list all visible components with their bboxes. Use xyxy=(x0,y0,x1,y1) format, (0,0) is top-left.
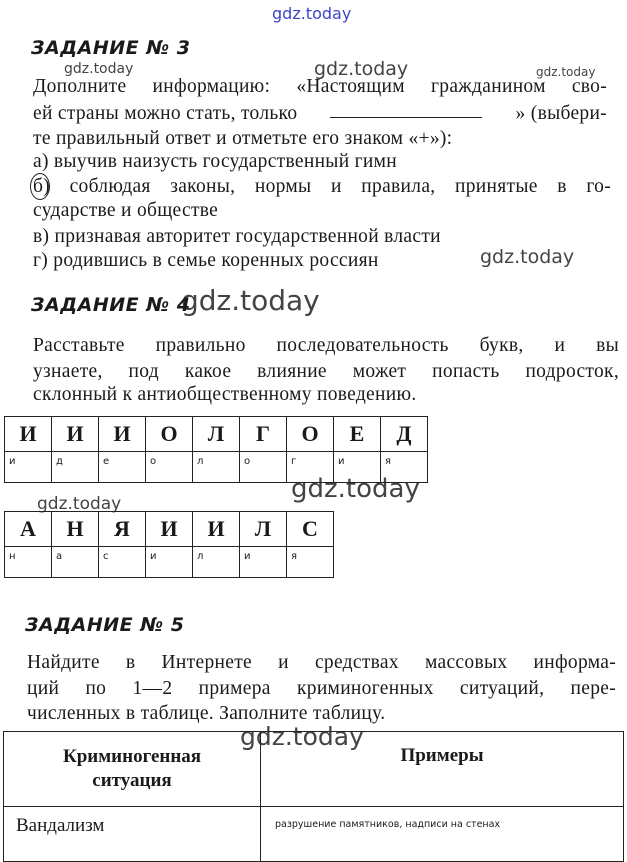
answer-cell[interactable]: и xyxy=(334,452,381,483)
watermark: gdz.today xyxy=(37,494,122,514)
example-text: разрушение памятников, надписи на стенах xyxy=(275,819,501,830)
letter-cell: Д xyxy=(381,417,428,452)
table-row xyxy=(4,807,624,862)
letter-cell: С xyxy=(287,512,334,547)
answer-cell[interactable]: л xyxy=(193,547,240,578)
column-header-examples-label: Примеры xyxy=(400,745,484,766)
situation-label: Вандализм xyxy=(16,815,105,836)
task4-text-line2: узнаете, под какое влияние может попасть подросток, xyxy=(33,361,619,382)
letter-cell: И xyxy=(5,417,52,452)
task3-intro-line1: Дополните информацию: «Настоящим гражданином сво- xyxy=(33,76,607,97)
letter-cell: И xyxy=(193,512,240,547)
task3-option-a: а) выучив наизусть государственный гимн xyxy=(33,151,398,172)
task4-text-line3: склонный к антиобщественному поведению. xyxy=(33,384,417,405)
task3-option-v: в) признавая авторитет государственной власти xyxy=(33,226,441,247)
answer-cell[interactable]: л xyxy=(193,452,240,483)
column-header-situation-line2: ситуация xyxy=(92,770,172,791)
letter-cell: Е xyxy=(334,417,381,452)
column-header-situation-line1: Криминогенная xyxy=(62,746,202,767)
situation-cell xyxy=(4,807,261,862)
task5-heading: ЗАДАНИЕ № 5 xyxy=(25,614,185,636)
letter-cell: Л xyxy=(193,417,240,452)
watermark: gdz.today xyxy=(314,58,409,80)
answer-cell[interactable]: н xyxy=(5,547,52,578)
task3-option-g: г) родившись в семье коренных россиян xyxy=(33,250,379,271)
watermark: gdz.today xyxy=(291,474,420,504)
letter-cell: Г xyxy=(240,417,287,452)
answer-blank[interactable] xyxy=(330,103,482,118)
watermark: gdz.today xyxy=(181,284,320,317)
answer-cell[interactable]: я xyxy=(287,547,334,578)
answer-circle-mark xyxy=(30,173,50,200)
example-cell[interactable] xyxy=(261,807,624,862)
letter-cell: И xyxy=(146,512,193,547)
answer-cell[interactable]: а xyxy=(52,547,99,578)
answer-cell[interactable]: о xyxy=(240,452,287,483)
letter-cell: О xyxy=(287,417,334,452)
task3-intro-line2-end: » (выбери- xyxy=(515,103,607,124)
task3-heading: ЗАДАНИЕ № 3 xyxy=(31,37,191,59)
answer-cell[interactable]: я xyxy=(381,452,428,483)
answer-cell[interactable]: и xyxy=(146,547,193,578)
column-header-situation xyxy=(4,732,261,807)
answer-cell[interactable]: с xyxy=(99,547,146,578)
answer-cell[interactable]: и xyxy=(5,452,52,483)
letter-cell: О xyxy=(146,417,193,452)
letter-cell: Н xyxy=(52,512,99,547)
letter-cell: И xyxy=(99,417,146,452)
task4-heading: ЗАДАНИЕ № 4 xyxy=(31,294,191,316)
answer-cell[interactable]: е xyxy=(99,452,146,483)
answer-cell[interactable]: и xyxy=(240,547,287,578)
letter-cell: Я xyxy=(99,512,146,547)
letter-grid-1 xyxy=(4,416,428,483)
task3-option-b-cont: сударстве и обществе xyxy=(33,200,219,221)
letter-cell: И xyxy=(52,417,99,452)
task3-intro-line3: те правильный ответ и отметьте его знаком «+»): xyxy=(33,128,453,149)
watermark: gdz.today xyxy=(480,246,575,268)
task5-text-line1: Найдите в Интернете и средствах массовых информа- xyxy=(27,652,616,673)
task4-text-line1: Расставьте правильно последовательность букв, и вы xyxy=(33,335,619,356)
letter-cell: А xyxy=(5,512,52,547)
letter-grid-2 xyxy=(4,511,334,578)
answer-cell[interactable]: д xyxy=(52,452,99,483)
task5-text-line2: ций по 1—2 примера криминогенных ситуаций, пере- xyxy=(27,678,616,699)
watermark: gdz.today xyxy=(536,65,596,79)
watermark: gdz.today xyxy=(240,722,364,751)
task3-intro-line2-start: ей страны можно стать, только xyxy=(33,103,298,124)
watermark-top: gdz.today xyxy=(272,4,352,23)
situations-table xyxy=(3,731,624,862)
letter-cell: Л xyxy=(240,512,287,547)
watermark: gdz.today xyxy=(64,61,134,77)
task5-text-line3: численных в таблице. Заполните таблицу. xyxy=(27,703,386,724)
answer-cell[interactable]: о xyxy=(146,452,193,483)
task3-intro-line2 xyxy=(33,103,607,125)
column-header-examples xyxy=(261,732,624,807)
answer-cell[interactable]: г xyxy=(287,452,334,483)
task3-option-b: б) соблюдая законы, нормы и правила, принятые в го- xyxy=(33,176,611,197)
